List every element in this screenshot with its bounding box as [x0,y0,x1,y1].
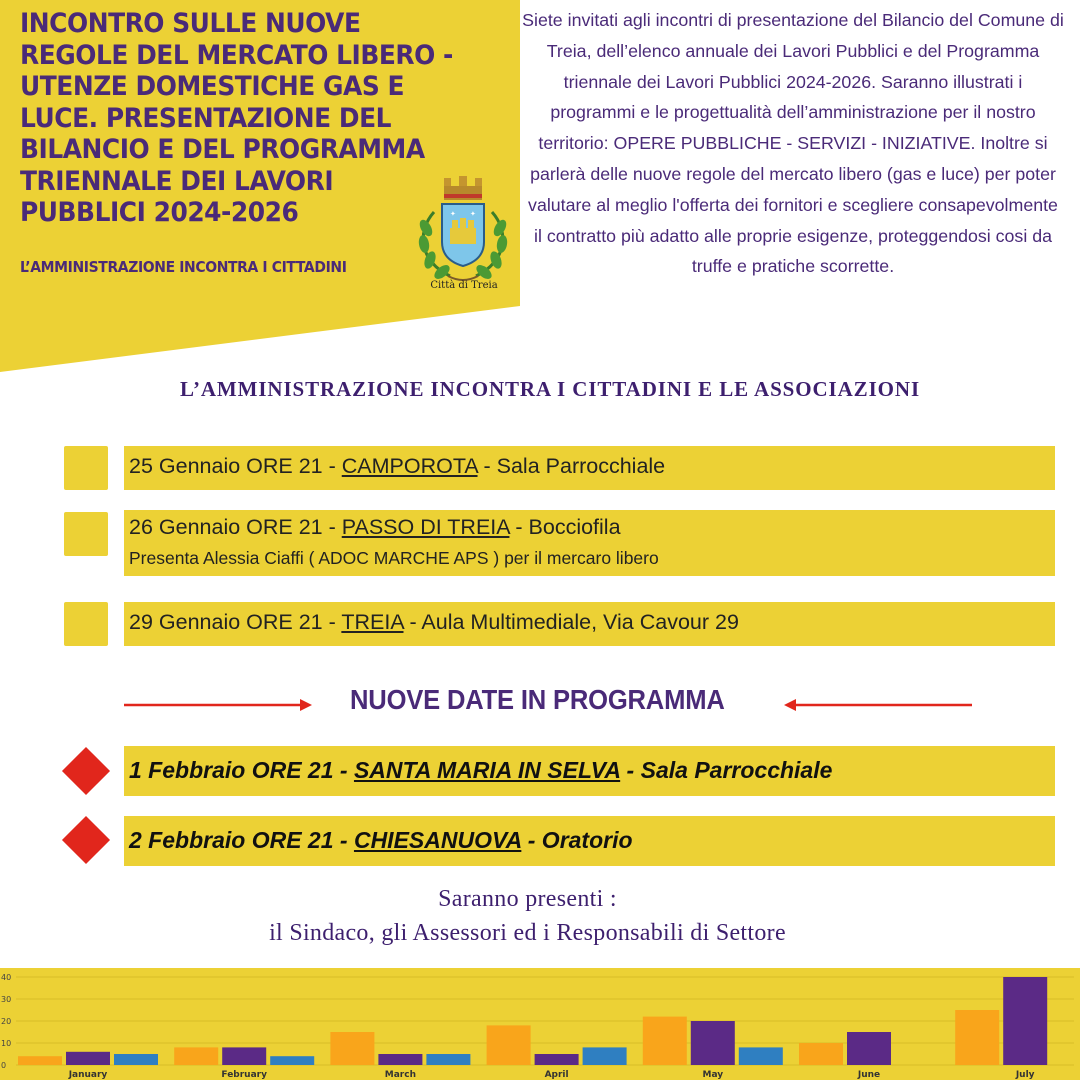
chart-bar [487,1025,531,1065]
event-marker-square [64,512,108,556]
event-place: CHIESANUOVA [353,827,522,853]
left-arrow-icon [784,699,796,711]
attendees-line-1: Saranno presenti : [438,886,617,912]
event-line [129,610,739,635]
y-tick-label: 40 [1,973,12,982]
event-row [124,602,1055,646]
x-tick-label: January [68,1070,108,1080]
attendees-note [0,882,1055,950]
chart-bar [174,1047,218,1065]
chart-bar [114,1054,158,1065]
event-place: CAMPOROTA [341,454,478,478]
page-title: INCONTRO SULLE NUOVE REGOLE DEL MERCATO LIBERO - UTENZE DOMESTICHE GAS E LUCE. PRESENTAZIONE DEL BILANCIO E DEL PROGRAMMA TRIENNALE DEI LAVORI PUBBLICI 2024-2026 [20,8,453,228]
x-tick-label: June [857,1070,881,1080]
x-tick-label: April [544,1070,569,1080]
event-line [129,827,633,854]
svg-text:✦: ✦ [470,210,476,218]
event-date-time: 25 Gennaio ORE 21 - [129,454,342,478]
chart-bar [799,1043,843,1065]
chart-bar [643,1017,687,1065]
event-venue: - Bocciofila [509,515,621,539]
y-tick-label: 20 [1,1017,12,1026]
crest-logo [414,172,512,296]
crest-caption: Città di Treia [430,280,498,291]
y-tick-label: 10 [1,1039,12,1048]
x-tick-label: February [221,1070,267,1080]
event-note: Presenta Alessia Ciaffi ( ADOC MARCHE APS ) per il mercaro libero [129,548,659,568]
event-place: PASSO DI TREIA [341,515,510,539]
event-line [129,757,832,784]
chart-bar [847,1032,891,1065]
y-tick-label: 0 [1,1061,7,1070]
event-line [129,515,621,540]
event-venue: - Aula Multimediale, Via Cavour 29 [403,610,739,634]
chart-bar [18,1056,62,1065]
svg-text:✦: ✦ [450,210,456,218]
event-venue: - Sala Parrocchiale [620,757,833,783]
chart-bar [1003,977,1047,1065]
chart-bar [222,1047,266,1065]
event-date-time: 29 Gennaio ORE 21 - [129,610,342,634]
section-heading: L’AMMINISTRAZIONE INCONTRA I CITTADINI E LE ASSOCIAZIONI [179,377,921,401]
event-place: TREIA [341,610,404,634]
chart-bar [426,1054,470,1065]
event-marker-diamond [62,816,110,864]
event-venue: - Oratorio [521,827,633,853]
chart-bar [691,1021,735,1065]
chart-bar [955,1010,999,1065]
event-line [129,454,665,479]
event-marker-square [64,602,108,646]
header-subtitle: L’AMMINISTRAZIONE INCONTRA I CITTADINI [20,258,347,276]
chart-bar [378,1054,422,1065]
chart-bar [270,1056,314,1065]
new-event-row [124,816,1055,866]
new-dates-heading: NUOVE DATE IN PROGRAMMA [350,684,725,715]
event-date-time: 26 Gennaio ORE 21 - [129,515,342,539]
intro-text: Siete invitati agli incontri di presentazione del Bilancio del Comune di Treia, dell’elenco annuale dei Lavori Pubblici e del Programma triennale dei Lavori Pubblici 2024-2026. Saranno illustrati i programmi e le progettualità dell’amministrazione per il nostro territorio: OPERE PUBBLICHE - SERVIZI - INIZIATIVE. Inoltre si parlerà delle nuove regole del mercato libero (gas e luce) per poter valutare al meglio l'offerta dei fornitori e scegliere consapevolmente il contratto più adatto alle proprie esigenze, proteggendosi cosi da truffe e pratiche scorrette. [522,10,1064,277]
event-place: SANTA MARIA IN SELVA [353,757,621,783]
chart-bar [66,1052,110,1065]
chart-bar [330,1032,374,1065]
y-tick-label: 30 [1,995,12,1004]
chart-bar [583,1047,627,1065]
x-tick-label: March [384,1070,417,1080]
chart-bar [739,1047,783,1065]
event-row [124,446,1055,490]
event-venue: - Sala Parrocchiale [477,454,666,478]
event-row [124,510,1055,576]
attendees-line-2: il Sindaco, gli Assessori ed i Responsabili di Settore [269,920,786,946]
right-arrow-icon [300,699,312,711]
bar-chart [0,968,1080,1080]
event-date-time: 2 Febbraio ORE 21 - [129,827,354,853]
x-tick-label: July [1015,1070,1035,1080]
event-marker-diamond [62,747,110,795]
event-date-time: 1 Febbraio ORE 21 - [129,757,354,783]
event-marker-square [64,446,108,490]
new-event-row [124,746,1055,796]
x-tick-label: May [702,1070,724,1080]
chart-bar [535,1054,579,1065]
